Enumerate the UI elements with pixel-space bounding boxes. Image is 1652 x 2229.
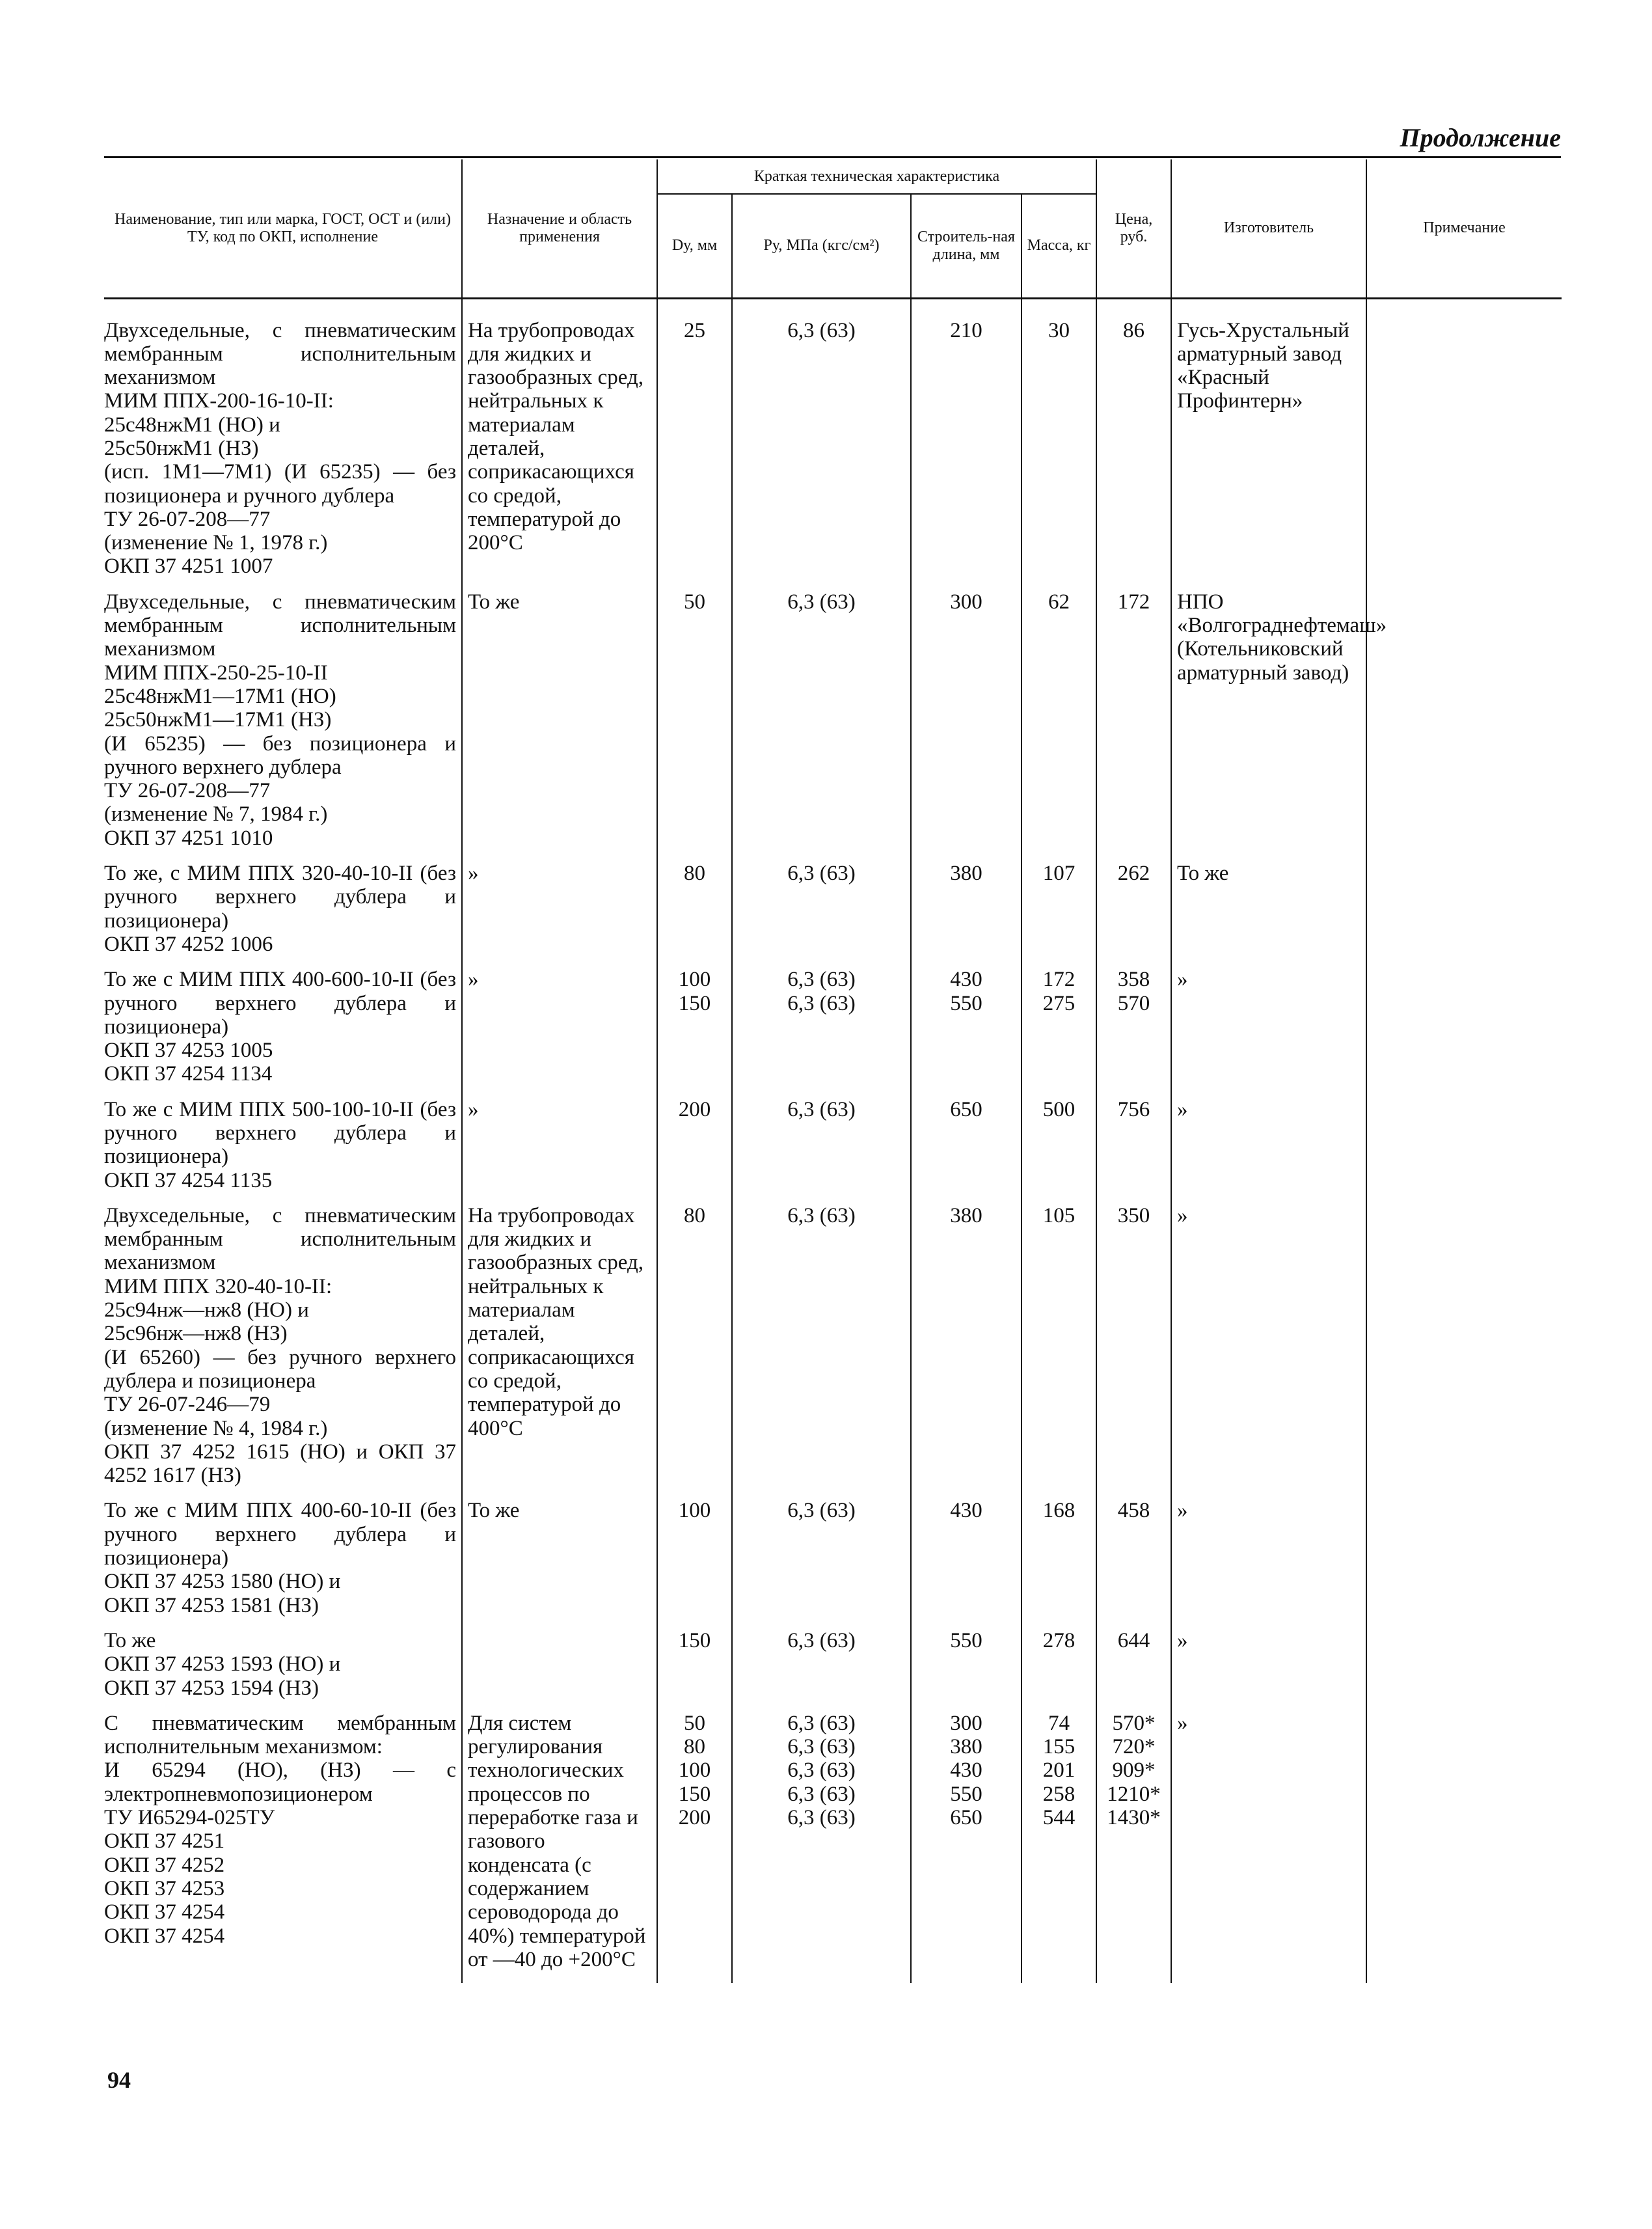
cell-name: То же с МИМ ППХ 400-60-10-II (без ручного верхнего дублера и позиционера) ОКП 37 4253 1580 (НО) и ОКП 37 4253 1581 (НЗ) [104,1499,456,1617]
cell-dy: 80 [657,862,732,956]
table-row [104,1098,1562,1192]
cell-price: 350 [1096,1204,1171,1488]
table-row [104,1204,1562,1488]
cell-purpose: » [462,968,657,1086]
cell-py: 6,3 (63) [732,1204,911,1488]
cell-note [1366,1499,1562,1617]
page-number: 94 [107,2067,131,2093]
cell-purpose: На трубопроводах для жидких и газообразных сред, нейтральных к материалам деталей, соприкасающихся со средой, температурой до 200°С [462,319,657,579]
cell-price: 458 [1096,1499,1171,1617]
cell-length: 300 380 430 550 650 [911,1712,1022,1971]
cell-price: 358 570 [1096,968,1171,1086]
cell-dy: 150 [657,1629,732,1700]
cell-py: 6,3 (63) [732,1629,911,1700]
cell-mass: 168 [1022,1499,1096,1617]
header-note: Примечание [1366,159,1562,298]
header-purpose: Назначение и область применения [462,159,657,298]
cell-purpose: » [462,1098,657,1192]
cell-price: 86 [1096,319,1171,579]
cell-name: То же с МИМ ППХ 400-600-10-II (без ручного верхнего дублера и позиционера) ОКП 37 4253 1005 ОКП 37 4254 1134 [104,968,456,1086]
cell-name: То же ОКП 37 4253 1593 (НО) и ОКП 37 4253 1594 (НЗ) [104,1628,341,1700]
cell-price: 570* 720* 909* 1210* 1430* [1096,1712,1171,1971]
header-length: Строитель-ная длина, мм [911,194,1022,298]
cell-maker: » [1171,968,1366,1086]
cell-py: 6,3 (63) [732,590,911,850]
cell-length: 380 [911,862,1022,956]
cell-length: 300 [911,590,1022,850]
cell-name: То же, с МИМ ППХ 320-40-10-II (без ручного верхнего дублера и позиционера) ОКП 37 4252 1006 [104,862,456,956]
cell-maker: » [1171,1629,1366,1700]
table-row [104,1499,1562,1617]
cell-dy: 100 150 [657,968,732,1086]
cell-price: 756 [1096,1098,1171,1192]
table-row [104,1629,1562,1700]
cell-name: С пневматическим мембранным исполнительным механизмом: И 65294 (НО), (НЗ) — с электропневмопозиционером ТУ И65294-025ТУ ОКП 37 4251 ОКП 37 4252 ОКП 37 4253 ОКП 37 4254 ОКП 37 4254 [104,1711,456,1948]
table-body [104,298,1562,1983]
header-dy: Dу, мм [657,194,732,298]
cell-dy: 200 [657,1098,732,1192]
cell-mass: 500 [1022,1098,1096,1192]
cell-length: 430 [911,1499,1022,1617]
cell-dy: 25 [657,319,732,579]
cell-mass: 30 [1022,319,1096,579]
cell-mass: 278 [1022,1629,1096,1700]
top-rule [104,156,1561,158]
cell-purpose: То же [462,1499,657,1617]
cell-py: 6,3 (63) 6,3 (63) 6,3 (63) 6,3 (63) 6,3 (63) [732,1712,911,1971]
header-mass: Масса, кг [1022,194,1096,298]
cell-purpose: Для систем регулирования технологических процессов по переработке газа и газового конденсата (с содержанием сероводорода до 40%) температурой от —40 до +200°С [462,1712,657,1971]
cell-note [1366,319,1562,579]
cell-py: 6,3 (63) [732,319,911,579]
header-price: Цена, руб. [1096,159,1171,298]
table-row [104,968,1562,1086]
header-py: Pу, МПа (кгс/см²) [732,194,911,298]
cell-price: 262 [1096,862,1171,956]
table-row [104,862,1562,956]
cell-maker: Гусь-Хрустальный арматурный завод «Красный Профинтерн» [1171,319,1366,579]
cell-note [1366,590,1562,850]
cell-note [1366,1629,1562,1700]
cell-note [1366,862,1562,956]
table-row [104,590,1562,850]
cell-py: 6,3 (63) [732,1098,911,1192]
cell-note [1366,1712,1562,1971]
cell-length: 550 [911,1629,1022,1700]
cell-maker: То же [1171,862,1366,956]
cell-name: Двухседельные, с пневматическим мембранным исполнительным механизмом МИМ ППХ-200-16-10-II: 25с48нжМ1 (НО) и 25с50нжМ1 (НЗ) (исп. 1М1—7М1) (И 65235) — без позиционера и ручного дублера ТУ 26-07-208—77 (изменение № 1, 1978 г.) ОКП 37 4251 1007 [104,318,456,579]
cell-mass: 172 275 [1022,968,1096,1086]
cell-mass: 62 [1022,590,1096,850]
cell-note [1366,1204,1562,1488]
header-name: Наименование, тип или марка, ГОСТ, ОСТ и (или) ТУ, код по ОКП, исполнение [115,210,451,245]
cell-name: Двухседельные, с пневматическим мембранным исполнительным механизмом МИМ ППХ-250-25-10-II 25с48нжМ1—17М1 (НО) 25с50нжМ1—17М1 (НЗ) (И 65235) — без позиционера и ручного верхнего дублера ТУ 26-07-208—77 (изменение № 7, 1984 г.) ОКП 37 4251 1010 [104,590,456,850]
cell-purpose: » [462,862,657,956]
cell-purpose [462,1629,657,1700]
cell-dy: 50 80 100 150 200 [657,1712,732,1971]
header-tech-group: Краткая техническая характеристика [657,159,1096,194]
cell-maker: » [1171,1098,1366,1192]
cell-price: 172 [1096,590,1171,850]
table-header [104,159,1562,298]
cell-dy: 80 [657,1204,732,1488]
cell-name: Двухседельные, с пневматическим мембранным исполнительным механизмом МИМ ППХ 320-40-10-II: 25с94нж—нж8 (НО) и 25с96нж—нж8 (НЗ) (И 65260) — без ручного верхнего дублера и позиционера ТУ 26-07-246—79 (изменение № 4, 1984 г.) ОКП 37 4252 1615 (НО) и ОКП 37 4252 1617 (НЗ) [104,1203,456,1488]
cell-purpose: На трубопроводах для жидких и газообразных сред, нейтральных к материалам деталей, соприкасающихся со средой, температурой до 400°С [462,1204,657,1488]
cell-maker: » [1171,1204,1366,1488]
cell-mass: 74 155 201 258 544 [1022,1712,1096,1971]
cell-note [1366,1098,1562,1192]
continuation-label: Продолжение [1400,123,1561,152]
cell-length: 430 550 [911,968,1022,1086]
cell-purpose: То же [462,590,657,850]
valves-table [104,159,1562,1983]
cell-price: 644 [1096,1629,1171,1700]
cell-dy: 100 [657,1499,732,1617]
cell-py: 6,3 (63) 6,3 (63) [732,968,911,1086]
cell-py: 6,3 (63) [732,862,911,956]
table-row [104,319,1562,579]
cell-maker: » [1171,1499,1366,1617]
cell-name: То же с МИМ ППХ 500-100-10-II (без ручного верхнего дублера и позиционера) ОКП 37 4254 1135 [104,1097,456,1192]
cell-maker: НПО «Волгограднефтемаш» (Котельниковский арматурный завод) [1171,590,1366,850]
cell-mass: 105 [1022,1204,1096,1488]
cell-length: 650 [911,1098,1022,1192]
header-maker: Изготовитель [1171,159,1366,298]
cell-note [1366,968,1562,1086]
cell-mass: 107 [1022,862,1096,956]
cell-length: 210 [911,319,1022,579]
cell-py: 6,3 (63) [732,1499,911,1617]
table-row [104,1712,1562,1971]
cell-maker: » [1171,1712,1366,1971]
cell-dy: 50 [657,590,732,850]
cell-length: 380 [911,1204,1022,1488]
